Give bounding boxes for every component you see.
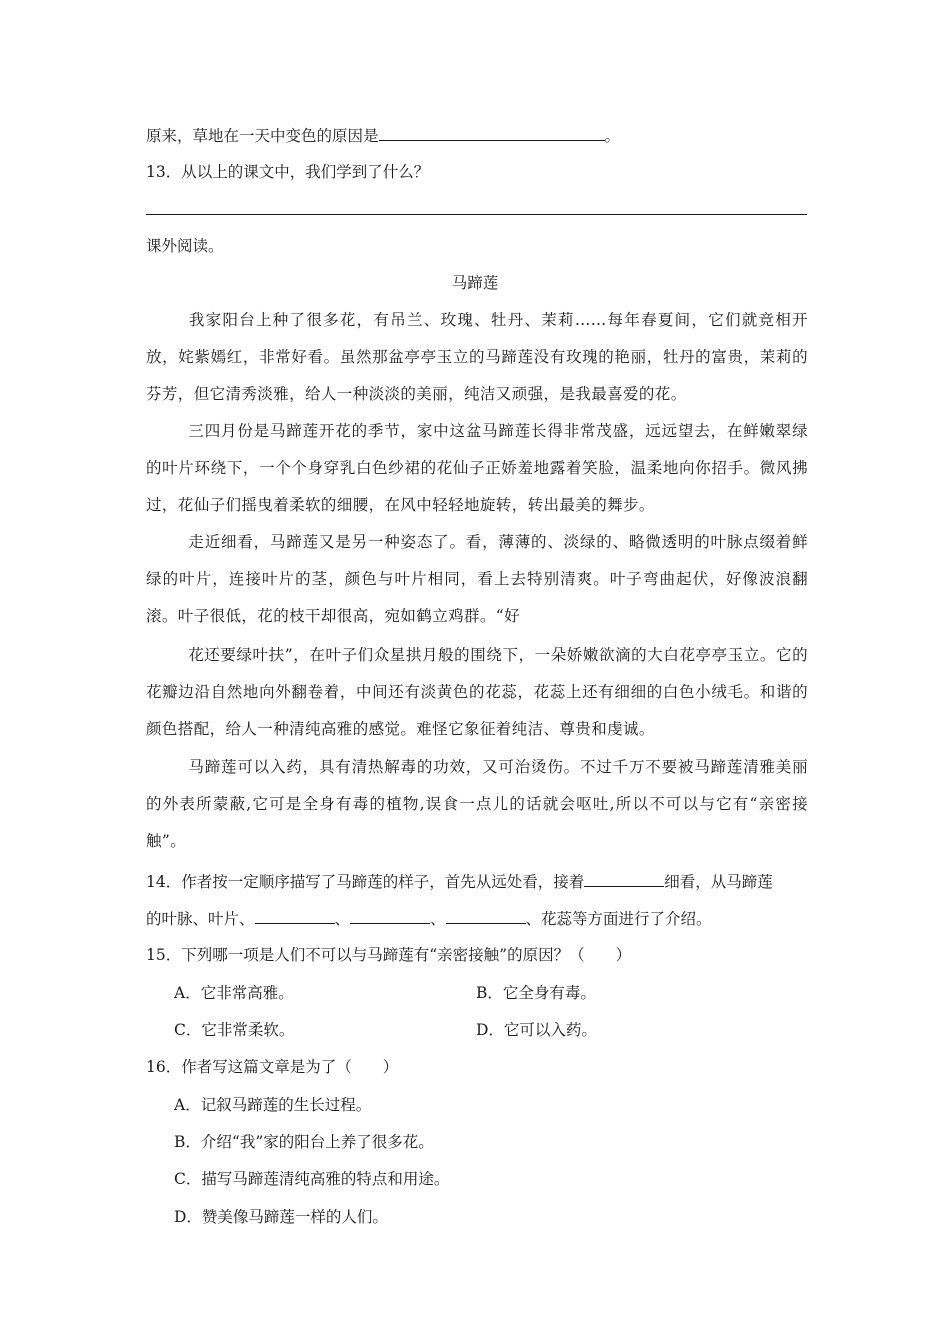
passage-paragraph-1-text: 我家阳台上种了很多花，有吊兰、玫瑰、牡丹、茉莉……每年春夏间，它们就竞相开放，姹紫嫣红，非常好看。虽然那盆亭亭玉立的马蹄莲没有玫瑰的艳丽，牡丹的富贵，茉莉的芬芳，但它清秀淡雅，给人一种淡淡的美丽，纯洁又顽强，是我最喜爱的花。 (146, 311, 808, 403)
q15-option-a[interactable]: A．它非常高雅。 (174, 984, 294, 1002)
passage-paragraph-4 (146, 637, 808, 748)
passage-paragraph-5-text: 马蹄莲可以入药，具有清热解毒的功效，又可治烫伤。不过千万不要被马蹄莲清雅美丽的外表所蒙蔽,它可是全身有毒的植物,误食一点儿的话就会呕吐,所以不可以与它有“亲密接触”。 (146, 758, 808, 850)
q14-line2-prefix: 的叶脉、叶片、 (146, 910, 255, 928)
q13-answer-line[interactable] (146, 214, 807, 215)
q14-prefix: 14．作者按一定顺序描写了马蹄莲的样子，首先从远处看，接着 (146, 873, 585, 891)
q14-blank-2[interactable] (255, 907, 335, 924)
passage-paragraph-3-text: 走近细看，马蹄莲又是另一种姿态了。看，薄薄的、淡绿的、略微透明的叶脉点缀着鲜绿的叶片，连接叶片的茎，颜色与叶片相同，看上去特别清爽。叶子弯曲起伏，好像波浪翻滚。叶子很低，花的枝干却很高，宛如鹤立鸡群。“好 (146, 533, 808, 625)
q16-option-c[interactable]: C．描写马蹄莲清纯高雅的特点和用途。 (174, 1170, 450, 1188)
q12-suffix: 。 (604, 127, 621, 145)
q14-blank-3[interactable] (350, 907, 430, 924)
q15-option-c[interactable]: C．它非常柔软。 (174, 1021, 295, 1039)
q14-line-2 (146, 907, 712, 930)
q16-option-b[interactable]: B．介绍“我”家的阳台上养了很多花。 (174, 1133, 434, 1151)
q12-answer-blank[interactable] (379, 124, 605, 141)
q14-blank-1[interactable] (584, 870, 664, 887)
q14-sep-1: 、 (334, 910, 351, 928)
q14-sep-2: 、 (430, 910, 446, 928)
passage-title: 马蹄莲 (451, 274, 499, 292)
q12-prefix: 原来，草地在一天中变色的原因是 (146, 127, 379, 145)
q14-line1-suffix: 细看，从马蹄莲 (664, 873, 773, 891)
q16-option-a[interactable]: A．记叙马蹄莲的生长过程。 (174, 1096, 372, 1114)
q14-blank-4[interactable] (446, 907, 526, 924)
q15-option-d[interactable]: D．它可以入药。 (476, 1021, 597, 1039)
passage-paragraph-1 (146, 302, 808, 413)
passage-paragraph-3 (146, 524, 808, 635)
passage-paragraph-2 (146, 413, 808, 524)
passage-paragraph-4-text: 花还要绿叶扶”，在叶子们众星拱月般的围绕下，一朵娇嫩欲滴的大白花亭亭玉立。它的花瓣边沿自然地向外翻卷着，中间还有淡黄色的花蕊，花蕊上还有细细的白色小绒毛。和谐的颜色搭配，给人一种清纯高雅的感觉。难怪它象征着纯洁、尊贵和虔诚。 (146, 646, 808, 738)
q13-question: 13．从以上的课文中，我们学到了什么？ (146, 163, 430, 181)
extracurricular-label: 课外阅读。 (146, 237, 224, 255)
passage-paragraph-2-text: 三四月份是马蹄莲开花的季节，家中这盆马蹄莲长得非常茂盛，远远望去，在鲜嫩翠绿的叶片环绕下，一个个身穿乳白色纱裙的花仙子正娇羞地露着笑脸，温柔地向你招手。微风拂过，花仙子们摇曳着柔软的细腰，在风中轻轻地旋转，转出最美的舞步。 (146, 422, 808, 514)
q15-stem: 15．下列哪一项是人们不可以与马蹄莲有“亲密接触”的原因？（ ） (146, 946, 632, 964)
q16-stem: 16．作者写这篇文章是为了（ ） (146, 1058, 399, 1076)
q15-option-b[interactable]: B．它全身有毒。 (476, 984, 596, 1002)
q14-line2-suffix: 、花蕊等方面进行了介绍。 (525, 910, 712, 928)
passage-paragraph-5 (146, 749, 808, 860)
q12-answer-line (146, 124, 620, 147)
q16-option-d[interactable]: D．赞美像马蹄莲一样的人们。 (174, 1208, 388, 1226)
q14-line-1 (146, 870, 773, 893)
